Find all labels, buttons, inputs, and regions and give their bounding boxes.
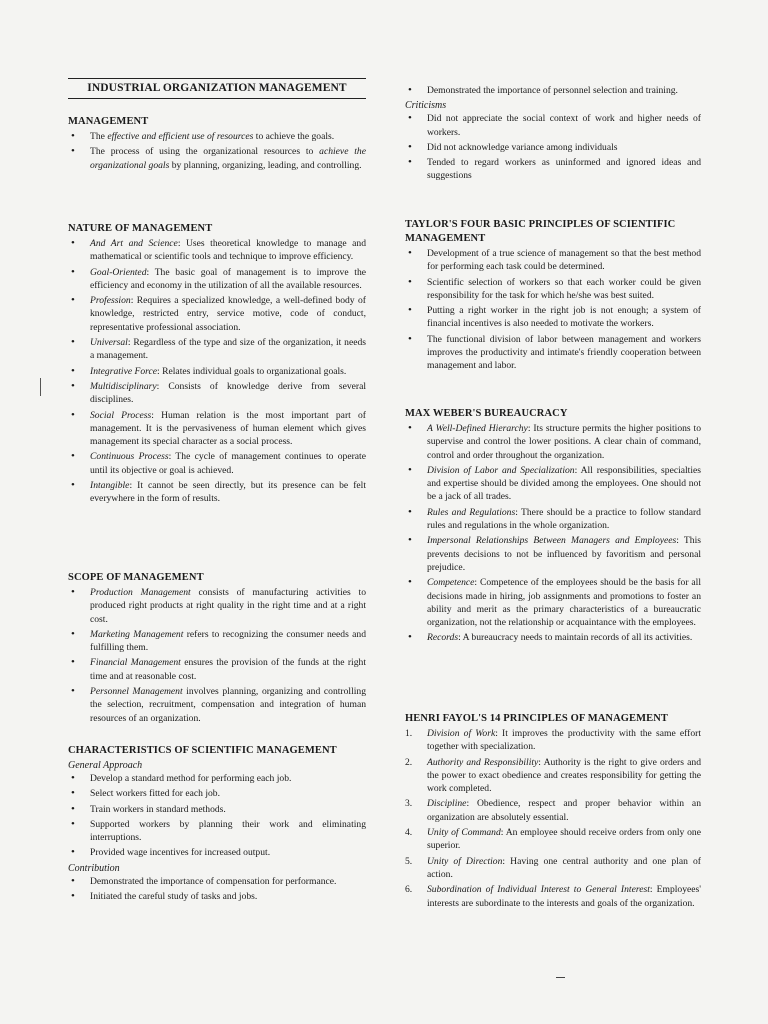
item-term: Division of Labor and Specialization — [427, 464, 575, 476]
list-item — [68, 685, 366, 725]
item-text: : Competence of the employees should be the basis for all decisions made in hiring, job assignments and promotions to foster an ability and merit as the primary characteristics of a bureaucratic organization, not the relationship or acquaintance with the employees. — [427, 577, 701, 629]
item-term: Integrative Force — [90, 365, 158, 377]
item-text: : Having one central authority and one plan of action. — [427, 855, 701, 880]
list-item: • Train workers in standard methods. — [68, 803, 366, 816]
item-text: : Requires a specialized knowledge, a well-defined body of knowledge, restricted entry, service motive, code of conduct, representative professional association. — [90, 295, 366, 333]
item-term: Personnel Management — [90, 686, 183, 698]
list-item — [68, 656, 366, 683]
list-item — [68, 130, 366, 143]
footer-mark — [556, 977, 565, 978]
item-term: Multidisciplinary — [90, 380, 157, 392]
taylor-list — [405, 247, 701, 373]
item-text: : Its structure permits the higher positions to supervise and control the lower positions. A clear chain of command, control and order throughout the organization. — [427, 423, 701, 461]
scientific-section — [68, 744, 366, 905]
contribution-continued — [405, 84, 701, 185]
list-item — [68, 409, 366, 449]
item-text: : Employees' interests are subordinate to the interests and goals of the organization. — [427, 884, 702, 909]
item-text: : Regardless of the type and size of the organization, it needs a management. — [90, 337, 366, 362]
scope-section — [68, 571, 366, 727]
list-item — [68, 237, 366, 264]
list-item — [405, 631, 701, 644]
nature-list — [68, 237, 366, 506]
item-term: effective and efficient use of resources — [107, 131, 254, 142]
item-term: Unity of Command — [427, 827, 501, 839]
fayol-heading: HENRI FAYOL'S 14 PRINCIPLES OF MANAGEMENT — [405, 713, 669, 724]
list-item — [405, 727, 701, 754]
contribution-list — [68, 875, 366, 904]
item-text: : Human relation is the most important part of management. It is the pervasiveness of human element which gives management its special character as a social process. — [90, 409, 366, 448]
scope-heading: SCOPE OF MANAGEMENT — [68, 572, 204, 583]
list-item — [405, 855, 701, 882]
list-item — [68, 365, 366, 378]
item-term: Marketing Management — [90, 628, 184, 640]
item-term: Impersonal Relationships Between Managers and Employees — [427, 535, 677, 547]
item-text: : The cycle of management continues to operate until its objective or goal is achieved. — [90, 451, 366, 476]
item-term: Competence — [427, 577, 475, 589]
item-text: : Authority is the right to give orders and the power to exact obedience and creates responsibility for getting the work completed. — [427, 756, 701, 795]
item-text: by planning, organizing, leading, and controlling. — [169, 159, 362, 171]
item-text: : Relates individual goals to organizational goals. — [157, 365, 347, 377]
item-term: Rules and Regulations — [427, 506, 516, 518]
item-term: Authority and Responsibility — [427, 756, 539, 768]
item-text: : Obedience, respect and proper behavior within an organization are absolutely essential. — [427, 798, 701, 823]
list-item: • Scientific selection of workers so that each worker could be given responsibility for the task for which he/she was best suited. — [405, 276, 701, 303]
list-item — [68, 336, 366, 363]
item-term: Records — [427, 632, 459, 644]
list-item — [405, 756, 701, 796]
weber-heading: MAX WEBER'S BUREAUCRACY — [405, 408, 568, 419]
list-item: • Tended to regard workers as uninformed and ignored ideas and suggestions — [405, 156, 701, 183]
item-term: Universal — [90, 337, 128, 349]
list-item: • Initiated the careful study of tasks and jobs. — [68, 890, 366, 903]
list-item — [68, 450, 366, 477]
list-item — [405, 883, 701, 910]
item-text: : Uses theoretical knowledge to manage and mathematical or scientific tools and technique to improve efficiency. — [90, 238, 367, 263]
item-term: A Well-Defined Hierarchy — [427, 423, 528, 434]
item-term: And Art and Science — [90, 238, 178, 249]
list-item: • Development of a true science of management so that the best method for performing each task could be determined. — [405, 247, 701, 274]
item-text: ensures the provision of the funds at the right time and at reasonable cost. — [90, 657, 366, 682]
item-term: Unity of Direction — [427, 855, 503, 867]
item-term: Division of Work — [427, 728, 496, 739]
list-item — [405, 464, 701, 504]
item-text: : An employee should receive orders from only one superior. — [427, 827, 701, 852]
item-number: 1. — [405, 728, 413, 739]
list-item — [68, 266, 366, 293]
scientific-heading: CHARACTERISTICS OF SCIENTIFIC MANAGEMENT — [68, 745, 337, 756]
item-number: 2. — [405, 756, 413, 768]
scope-list — [68, 586, 366, 725]
list-item — [405, 534, 701, 574]
document-title: INDUSTRIAL ORGANIZATION MANAGEMENT — [68, 78, 366, 99]
list-item — [68, 380, 366, 407]
criticisms-label: Criticisms — [405, 100, 447, 112]
item-term: Profession — [90, 295, 131, 307]
management-heading: MANAGEMENT — [68, 116, 149, 127]
item-term: Subordination of Individual Interest to General Interest — [427, 884, 650, 896]
item-term: Continuous Process — [90, 451, 169, 463]
item-text: consists of manufacturing activities to produced right products at right quality in the right time and at a right cost. — [90, 587, 367, 625]
item-term: Discipline — [427, 798, 467, 810]
list-item — [68, 586, 366, 626]
list-item: • Demonstrated the importance of compensation for performance. — [68, 875, 366, 888]
item-text: : A bureaucracy needs to maintain records of all its activities. — [458, 632, 693, 644]
management-list — [68, 130, 366, 172]
list-item — [405, 422, 701, 462]
taylor-section — [405, 218, 701, 375]
item-text: : The basic goal of management is to improve the efficiency and economy in the utilization of all the available resources. — [90, 266, 366, 291]
list-item: • Did not appreciate the social context of work and higher needs of workers. — [405, 112, 701, 139]
list-item: • Supported workers by planning their work and eliminating interruptions. — [68, 818, 366, 845]
fayol-list — [405, 727, 701, 910]
item-term: Intangible — [90, 480, 130, 492]
list-item — [405, 506, 701, 533]
list-item: • The functional division of labor between management and workers improves the productivity and intimate's friendly cooperation between management and labor. — [405, 333, 701, 373]
item-number: 3. — [405, 798, 413, 810]
list-item — [405, 826, 701, 853]
list-item: • Select workers fitted for each job. — [68, 787, 366, 800]
item-text: : All responsibilities, specialties and expertise should be divided among the employees. One should not be a jack of all trades. — [427, 464, 701, 503]
list-item: • Did not acknowledge variance among individuals — [405, 141, 701, 154]
item-text: : It improves the productivity with the same effort together with specialization. — [427, 728, 701, 753]
list-item: • Putting a right worker in the right job is not enough; a system of financial incentives is also needed to motivate the workers. — [405, 304, 701, 331]
list-item — [68, 479, 366, 506]
nature-section — [68, 222, 366, 508]
item-term: achieve the organizational goals — [90, 146, 366, 171]
list-item: • Provided wage incentives for increased output. — [68, 846, 366, 859]
item-text: : There should be a practice to follow standard rules and regulations in the whole organization. — [427, 506, 701, 532]
item-text: refers to recognizing the consumer needs and fulfilling them. — [90, 628, 366, 654]
taylor-heading: TAYLOR'S FOUR BASIC PRINCIPLES OF SCIENTIFIC MANAGEMENT — [405, 219, 676, 244]
weber-section — [405, 407, 701, 647]
nature-heading: NATURE OF MANAGEMENT — [68, 223, 213, 234]
item-term: Goal-Oriented — [90, 266, 147, 278]
contribution-list-continued — [405, 84, 701, 97]
list-item — [68, 145, 366, 172]
list-item — [405, 797, 701, 824]
general-approach-label: General Approach — [68, 760, 143, 771]
item-text: The process of using the organizational resources to — [90, 146, 320, 158]
item-term: Production Management — [90, 587, 191, 598]
item-text: The — [90, 131, 108, 142]
item-number: 6. — [405, 884, 413, 896]
item-text: : This prevents decisions to not be influenced by favoritism and personal prejudice. — [427, 535, 701, 573]
item-text: to achieve the goals. — [253, 131, 335, 142]
list-item: • Demonstrated the importance of personnel selection and training. — [405, 84, 701, 97]
general-approach-list — [68, 772, 366, 860]
fayol-section — [405, 712, 701, 912]
margin-mark — [40, 378, 41, 396]
weber-list — [405, 422, 701, 645]
item-term: Financial Management — [90, 657, 181, 669]
list-item — [405, 576, 701, 629]
contribution-label: Contribution — [68, 862, 120, 874]
list-item — [68, 294, 366, 334]
item-text: : It cannot be seen directly, but its presence can be felt everywhere in the form of results. — [90, 480, 366, 505]
list-item: • Develop a standard method for performing each job. — [68, 772, 366, 785]
item-text: : Consists of knowledge derive from several disciplines. — [90, 380, 366, 406]
item-text: involves planning, organizing and controlling the selection, recruitment, compensation and integration of human resources of an organization. — [90, 686, 366, 724]
criticisms-list — [405, 112, 701, 182]
list-item — [68, 628, 366, 655]
item-number: 5. — [405, 855, 413, 867]
item-number: 4. — [405, 827, 413, 839]
item-term: Social Process — [90, 409, 152, 421]
management-section — [68, 115, 366, 174]
